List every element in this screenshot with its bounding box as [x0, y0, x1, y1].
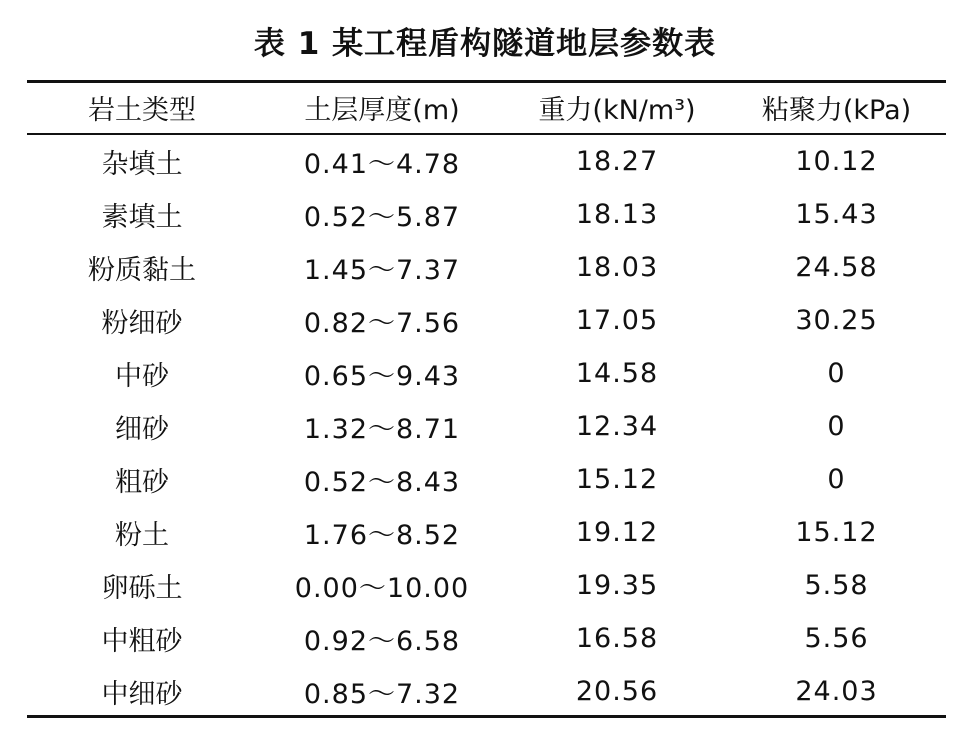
header-gravity: 重力(kN/m³): [538, 95, 696, 126]
rock-type-cell: 杂填土: [101, 149, 183, 180]
gravity-cell: 16.58: [575, 623, 659, 654]
rock-type-cell: 卵砾土: [101, 573, 183, 604]
cohesion-cell: 0: [827, 411, 846, 442]
thickness-cell: 0.82～7.56: [303, 308, 461, 339]
thickness-cell: 0.92～6.58: [303, 626, 461, 657]
cohesion-cell: 5.56: [804, 623, 869, 654]
gravity-cell: 18.27: [575, 146, 659, 177]
table-row: [27, 347, 946, 400]
gravity-cell: 18.03: [575, 252, 659, 283]
table-row: [27, 294, 946, 347]
rock-type-cell: 素填土: [101, 202, 183, 233]
table-row: [27, 612, 946, 665]
cohesion-cell: 30.25: [795, 305, 878, 336]
gravity-cell: 19.12: [575, 517, 659, 548]
gravity-cell: 17.05: [575, 305, 659, 336]
gravity-cell: 19.35: [575, 570, 659, 601]
bottom-rule: [27, 715, 946, 718]
cohesion-cell: 0: [827, 464, 846, 495]
table-row: [27, 559, 946, 612]
table-row: [27, 188, 946, 241]
table-row: [27, 135, 946, 188]
header-layer-thickness: 土层厚度(m): [304, 95, 460, 126]
thickness-cell: 0.65～9.43: [303, 361, 461, 392]
thickness-cell: 0.52～5.87: [303, 202, 461, 233]
cohesion-cell: 15.12: [795, 517, 878, 548]
table-row: [27, 506, 946, 559]
table-row: [27, 241, 946, 294]
cohesion-cell: 24.03: [795, 676, 878, 707]
rock-type-cell: 粉土: [115, 520, 169, 551]
table-header-row: [27, 82, 946, 133]
cohesion-cell: 5.58: [804, 570, 869, 601]
thickness-cell: 0.00～10.00: [294, 573, 470, 604]
cohesion-cell: 24.58: [795, 252, 878, 283]
gravity-cell: 20.56: [575, 676, 659, 707]
rock-type-cell: 中粗砂: [101, 626, 183, 657]
gravity-cell: 12.34: [575, 411, 659, 442]
rock-type-cell: 粗砂: [115, 467, 169, 498]
gravity-cell: 15.12: [575, 464, 659, 495]
rock-type-cell: 粉细砂: [101, 308, 183, 339]
thickness-cell: 1.32～8.71: [303, 414, 461, 445]
table-row: [27, 665, 946, 718]
thickness-cell: 0.85～7.32: [303, 679, 461, 710]
cohesion-cell: 15.43: [795, 199, 878, 230]
gravity-cell: 18.13: [575, 199, 659, 230]
table-title: 表 1 某工程盾构隧道地层参数表: [253, 26, 717, 62]
rock-type-cell: 粉质黏土: [88, 255, 196, 286]
rock-type-cell: 细砂: [115, 414, 169, 445]
table-row: [27, 400, 946, 453]
gravity-cell: 14.58: [575, 358, 659, 389]
thickness-cell: 1.76～8.52: [303, 520, 461, 551]
cohesion-cell: 10.12: [795, 146, 878, 177]
rock-type-cell: 中细砂: [101, 679, 183, 710]
thickness-cell: 1.45～7.37: [303, 255, 461, 286]
thickness-cell: 0.41～4.78: [303, 149, 461, 180]
header-cohesion: 粘聚力(kPa): [761, 95, 912, 126]
header-rock-type: 岩土类型: [88, 95, 196, 126]
rock-type-cell: 中砂: [115, 361, 169, 392]
table-row: [27, 453, 946, 506]
thickness-cell: 0.52～8.43: [303, 467, 461, 498]
cohesion-cell: 0: [827, 358, 846, 389]
